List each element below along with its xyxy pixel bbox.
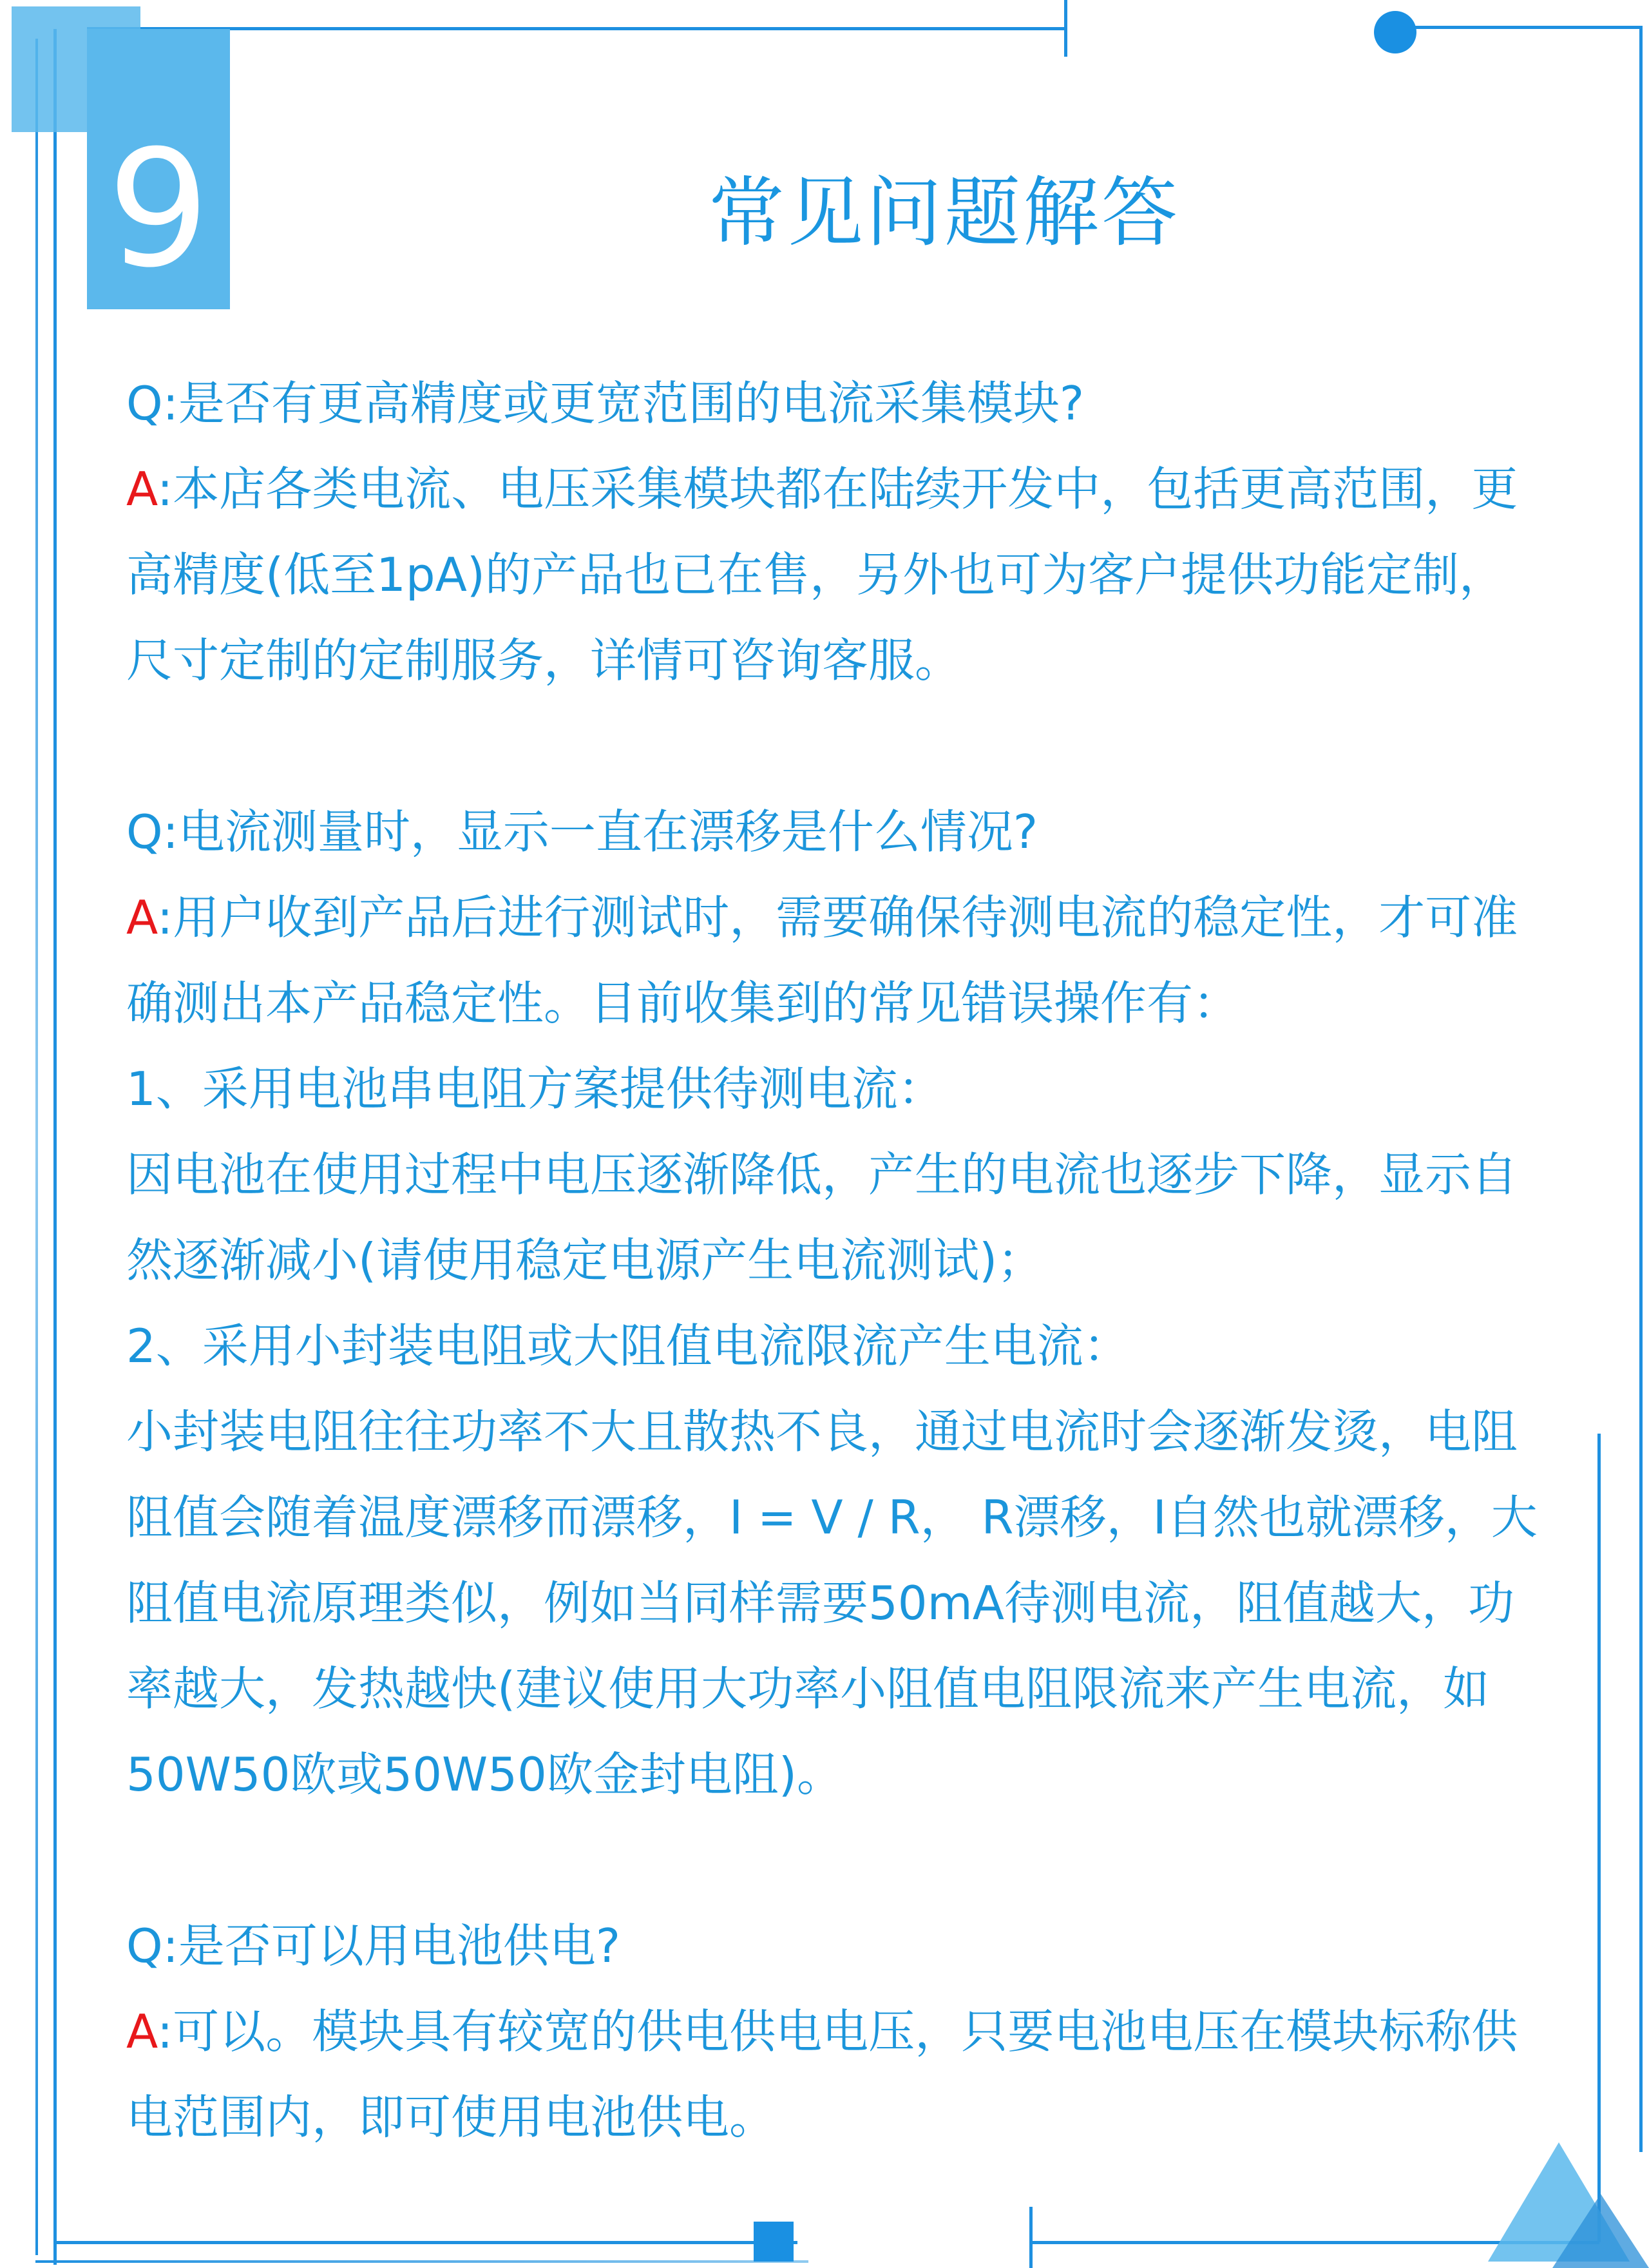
faq-question: Q:电流测量时，显示一直在漂移是什么情况? — [126, 805, 1038, 859]
spacer — [126, 704, 1563, 789]
frame-left-inner-line — [35, 39, 38, 2255]
answer-mark: A — [126, 462, 157, 516]
faq-answer-line: A:用户收到产品后进行测试时，需要确保待测电流的稳定性，才可准 — [126, 890, 1518, 945]
frame-top-line — [87, 27, 1066, 30]
faq-answer-line: 50W50欧或50W50欧金封电阻)。 — [126, 1747, 843, 1802]
spacer — [126, 1818, 1563, 1903]
faq-content — [126, 361, 1563, 2160]
faq-item — [126, 789, 1563, 1818]
answer-mark: A — [126, 890, 157, 945]
faq-answer-line: A:本店各类电流、电压采集模块都在陆续开发中，包括更高范围，更 — [126, 462, 1518, 516]
faq-answer-line: 2、采用小封装电阻或大阻值电流限流产生电流： — [126, 1319, 1130, 1373]
page-title: 常见问题解答 — [709, 168, 1181, 257]
frame-right-line — [1639, 26, 1643, 2152]
faq-answer-line: 小封装电阻往往功率不大且散热不良，通过电流时会逐渐发烫，电阻 — [126, 1405, 1518, 1459]
faq-answer-line: A:可以。模块具有较宽的供电供电电压，只要电池电压在模块标称供 — [126, 2004, 1518, 2059]
faq-answer-line: 电范围内，即可使用电池供电。 — [126, 2090, 776, 2144]
faq-question: Q:是否可以用电池供电? — [126, 1919, 621, 1973]
faq-answer-line: 阻值会随着温度漂移而漂移，I = V / R， R漂移，I自然也就漂移，大 — [126, 1490, 1538, 1544]
faq-answer-line: 高精度(低至1pA)的产品也已在售，另外也可为客户提供功能定制， — [126, 548, 1505, 602]
faq-item — [126, 1903, 1563, 2160]
frame-top-tick — [1064, 0, 1067, 57]
faq-answer-line: 1、采用电池串电阻方案提供待测电流： — [126, 1062, 944, 1116]
decor-dot — [1374, 11, 1416, 53]
faq-answer-line: 然逐渐减小(请使用稳定电源产生电流测试)； — [126, 1233, 1044, 1287]
frame-bottom-line — [57, 2241, 797, 2244]
faq-answer-line: 阻值电流原理类似，例如当同样需要50mA待测电流，阻值越大，功 — [126, 1576, 1515, 1630]
frame-left-line — [53, 29, 57, 2265]
answer-mark: A — [126, 2004, 157, 2059]
frame-bottom-outer-line — [35, 2260, 808, 2263]
faq-question: Q:是否有更高精度或更宽范围的电流采集模块? — [126, 376, 1085, 430]
faq-answer-line: 尺寸定制的定制服务，详情可咨询客服。 — [126, 633, 962, 687]
decor-square — [754, 2222, 794, 2262]
frame-bottom-right-vertical — [1597, 1434, 1601, 2242]
faq-answer-line: 率越大，发热越快(建议使用大功率小阻值电阻限流来产生电流，如 — [126, 1662, 1490, 1716]
frame-top-right-line — [1395, 26, 1643, 29]
faq-answer-line: 因电池在使用过程中电压逐渐降低，产生的电流也逐步下降，显示自 — [126, 1148, 1518, 1202]
section-number: 9 — [107, 115, 210, 303]
frame-bottom-tick — [1029, 2207, 1033, 2268]
faq-answer-line: 确测出本产品稳定性。目前收集到的常见错误操作有： — [126, 976, 1240, 1030]
faq-item — [126, 361, 1563, 704]
